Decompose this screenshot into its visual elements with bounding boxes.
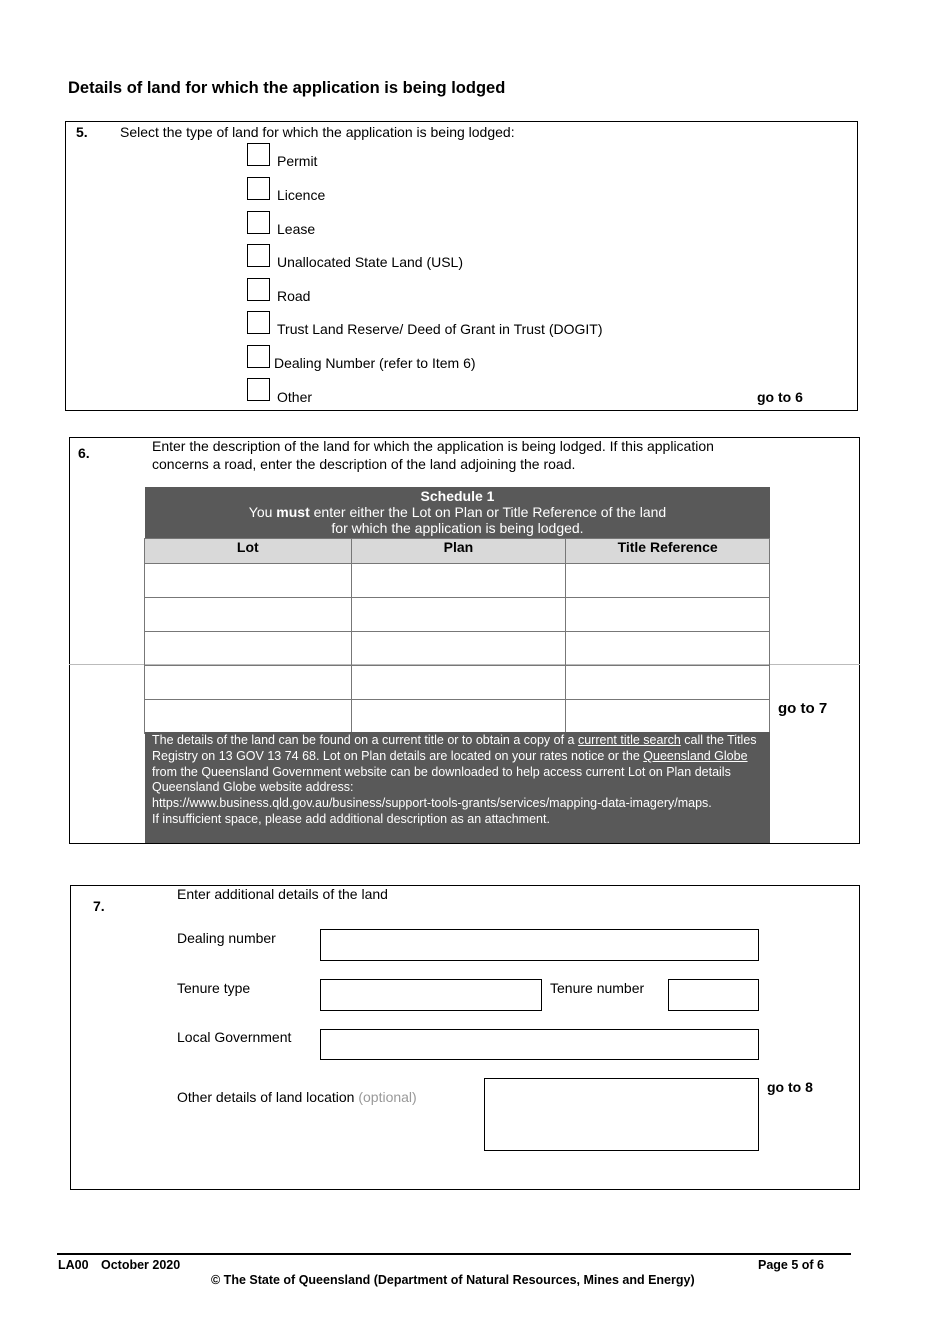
lot-cell[interactable] [145,564,352,598]
checkbox-other[interactable] [247,378,270,401]
question-5-prompt: Select the type of land for which the application is being lodged: [120,124,515,140]
checkbox-road[interactable] [247,278,270,301]
lot-cell[interactable] [145,666,352,700]
checkbox-dealing-number[interactable] [247,345,270,368]
question-6-prompt-line2: concerns a road, enter the description of the land adjoining the road. [152,456,576,472]
lot-cell[interactable] [145,598,352,632]
plan-cell[interactable] [351,598,566,632]
schedule-title: Schedule 1 [420,488,495,504]
footer-divider [57,1253,851,1255]
plan-cell[interactable] [351,632,566,666]
question-6-prompt-line1: Enter the description of the land for which the application is being lodged. If this application [152,438,714,454]
schedule-instruction: You must enter either the Lot on Plan or Title Reference of the land [248,504,667,520]
column-header-lot: Lot [145,539,352,564]
note-attachment: If insufficient space, please add additional description as an attachment. [152,811,550,826]
other-details-label: Other details of land location (optional) [177,1089,417,1105]
footer-form-code: LA00 [58,1258,89,1272]
table-row [145,564,770,598]
tenure-number-label: Tenure number [550,980,645,996]
table-header-row [145,539,770,564]
checkbox-other-label: Other [277,389,313,405]
checkbox-permit-label: Permit [277,153,318,169]
dealing-number-input[interactable] [320,929,759,961]
tenure-type-label: Tenure type [177,980,251,996]
lot-cell[interactable] [145,632,352,666]
goto-8: go to 8 [767,1079,813,1095]
current-title-search-link[interactable]: current title search [577,733,681,747]
lot-cell[interactable] [145,700,352,734]
checkbox-trust-land-label: Trust Land Reserve/ Deed of Grant in Trust (DOGIT) [277,321,603,337]
other-details-input[interactable] [484,1078,759,1151]
goto-7: go to 7 [778,700,828,717]
footer-date: October 2020 [101,1258,181,1272]
local-government-input[interactable] [320,1029,759,1060]
schedule-note [145,732,770,843]
title-reference-cell[interactable] [566,598,770,632]
checkbox-road-label: Road [277,288,311,304]
tenure-number-input[interactable] [668,979,759,1011]
column-header-plan: Plan [351,539,566,564]
schedule-instruction-line3: for which the application is being lodged. [331,520,584,536]
dealing-number-label: Dealing number [177,930,276,946]
local-government-label: Local Government [177,1029,292,1045]
question-5-number: 5. [76,124,88,140]
question-7-prompt: Enter additional details of the land [177,886,388,902]
schedule-must: must [276,504,310,520]
title-reference-cell[interactable] [566,666,770,700]
schedule-1-table [144,538,770,734]
checkbox-lease[interactable] [247,211,270,234]
section-heading: Details of land for which the application is being lodged [68,79,506,97]
plan-cell[interactable] [351,666,566,700]
table-row [145,666,770,700]
note-globe-url: https://www.business.qld.gov.au/business/support-tools-grants/services/mapping-data-imagery/maps. [152,796,712,811]
question-7-number: 7. [93,898,105,914]
title-reference-cell[interactable] [566,564,770,598]
checkbox-usl[interactable] [247,244,270,267]
checkbox-dealing-number-label: Dealing Number (refer to Item 6) [274,355,476,371]
column-header-title-reference: Title Reference [566,539,770,564]
question-6-number: 6. [78,445,90,461]
schedule-1-header [145,487,770,538]
note-globe-address-label: Queensland Globe website address: [152,780,354,795]
checkbox-licence-label: Licence [277,187,326,203]
plan-cell[interactable] [351,564,566,598]
footer-page-number: Page 5 of 6 [758,1258,824,1272]
title-reference-cell[interactable] [566,632,770,666]
checkbox-permit[interactable] [247,143,270,166]
table-row [145,632,770,666]
optional-label: (optional) [358,1089,417,1105]
checkbox-usl-label: Unallocated State Land (USL) [277,254,463,270]
note-paragraph: The details of the land can be found on a current title or to obtain a copy of a current title search call the Titles Registry on 13 GOV 13 74 68. Lot on Plan details are located on your rates notice or the Queensland Globe from the Queensland Government website can be downloaded to help access current Lot on Plan details [152,733,757,779]
table-row [145,700,770,734]
checkbox-licence[interactable] [247,177,270,200]
title-reference-cell[interactable] [566,700,770,734]
goto-6: go to 6 [757,389,803,405]
footer-copyright: © The State of Queensland (Department of Natural Resources, Mines and Energy) [211,1273,695,1287]
checkbox-trust-land[interactable] [247,311,270,334]
tenure-type-input[interactable] [320,979,542,1011]
checkbox-lease-label: Lease [277,221,316,237]
table-row [145,598,770,632]
queensland-globe-link[interactable]: Queensland Globe [643,748,748,763]
plan-cell[interactable] [351,700,566,734]
